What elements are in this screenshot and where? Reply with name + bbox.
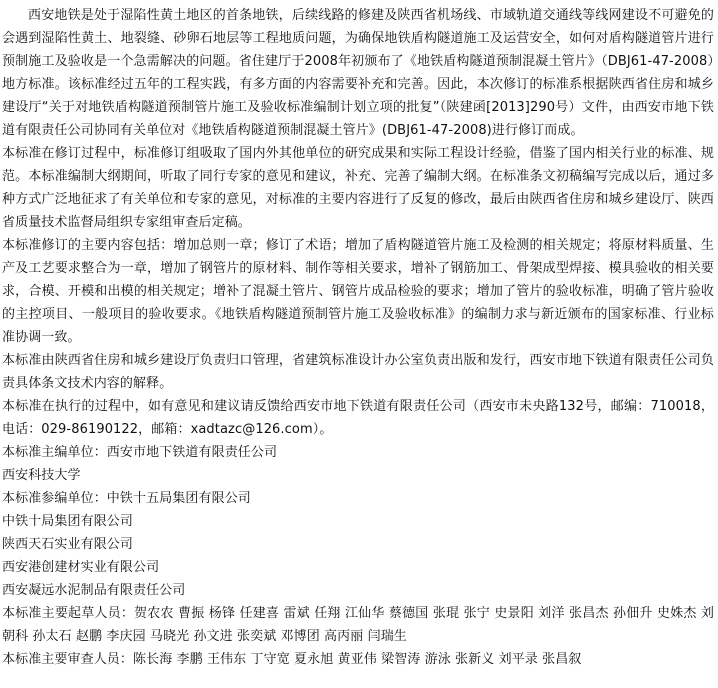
chief-editor-unit-line: 西安科技大学	[2, 468, 81, 483]
reviewers-paragraph: 本标准主要审查人员：陈长海 李鹏 王伟东 丁守宽 夏永旭 黄亚伟 梁智涛 游泳 张新义 刘平录 张昌叙	[2, 652, 582, 667]
participating-unit-line: 本标准参编单位：中铁十五局集团有限公司	[2, 491, 251, 506]
participating-unit-line: 中铁十局集团有限公司	[2, 514, 134, 529]
feedback-paragraph: 本标准在执行的过程中，如有意见和建议请反馈给西安市地下铁道有限责任公司（西安市未央路132号，邮编：710018，电话：029-86190122，邮箱：xadtazc@126.com）。	[2, 399, 714, 437]
drafters-paragraph: 本标准主要起草人员：贺农农 曹振 杨锋 任建喜 雷斌 任翔 江仙华 蔡德国 张琨 张宁 史景阳 刘洋 张昌杰 孙佃升 史姝杰 刘朝科 孙太石 赵鹏 李庆园 马晓光 孙文进 张奕斌 邓博团 高丙丽 闫瑞生	[2, 606, 714, 644]
revision-process-paragraph: 本标准在修订过程中，标准修订组吸取了国内外其他单位的研究成果和实际工程设计经验，借鉴了国内相关行业的标准、规范。本标准编制大纲期间，听取了同行专家的意见和建议，补充、完善了编制大纲。在标准条文初稿编写完成以后，通过多种方式广泛地征求了有关单位和专家的意见，对标准的主要内容进行了反复的修改，最后由陕西省住房和城乡建设厅、陕西省质量技术监督局组织专家组审查后定稿。	[2, 146, 714, 230]
participating-unit-line: 陕西天石实业有限公司	[2, 537, 134, 552]
revision-content-paragraph: 本标准修订的主要内容包括：增加总则一章；修订了术语；增加了盾构隧道管片施工及检测的相关规定；将原材料质量、生产及工艺要求整合为一章，增加了钢管片的原材料、制作等相关要求，增补了钢筋加工、骨架成型焊接、模具验收的相关要求，合模、开模和出模的相关规定；增补了混凝土管片、钢管片成品检验的要求；增加了管片的验收标准，明确了管片验收的主控项目、一般项目的验收要求。《地铁盾构隧道预制管片施工及验收标准》的编制力求与新近颁布的国家标准、行业标准协调一致。	[2, 238, 714, 345]
intro-paragraph: 西安地铁是处于湿陷性黄土地区的首条地铁，后续线路的修建及陕西省机场线、市域轨道交通线等线网建设不可避免的会遇到湿陷性黄土、地裂缝、砂卵石地层等工程地质问题，为确保地铁盾构隧道施工及运营安全，如何对盾构隧道管片进行预制施工及验收是一个急需解决的问题。省住建厅于2008年初颁布了《地铁盾构隧道预制混凝土管片》（DBJ61-47-2008）地方标准。该标准经过五年的工程实践，有多方面的内容需要补充和完善。因此，本次修订的标准系根据陕西省住房和城乡建设厅“关于对地铁盾构隧道预制管片施工及验收标准编制计划立项的批复”（陕建函[2013]290号）文件，由西安市地下铁道有限责任公司协同有关单位对《地铁盾构隧道预制混凝土管片》(DBJ61-47-2008)进行修订而成。	[2, 8, 714, 138]
participating-unit-line: 西安港创建材实业有限公司	[2, 560, 160, 575]
chief-editor-unit-line: 本标准主编单位：西安市地下铁道有限责任公司	[2, 445, 278, 460]
management-paragraph: 本标准由陕西省住房和城乡建设厅负责归口管理，省建筑标准设计办公室负责出版和发行，西安市地下铁道有限责任公司负责具体条文技术内容的解释。	[2, 353, 714, 391]
participating-unit-line: 西安凝远水泥制品有限责任公司	[2, 583, 186, 598]
